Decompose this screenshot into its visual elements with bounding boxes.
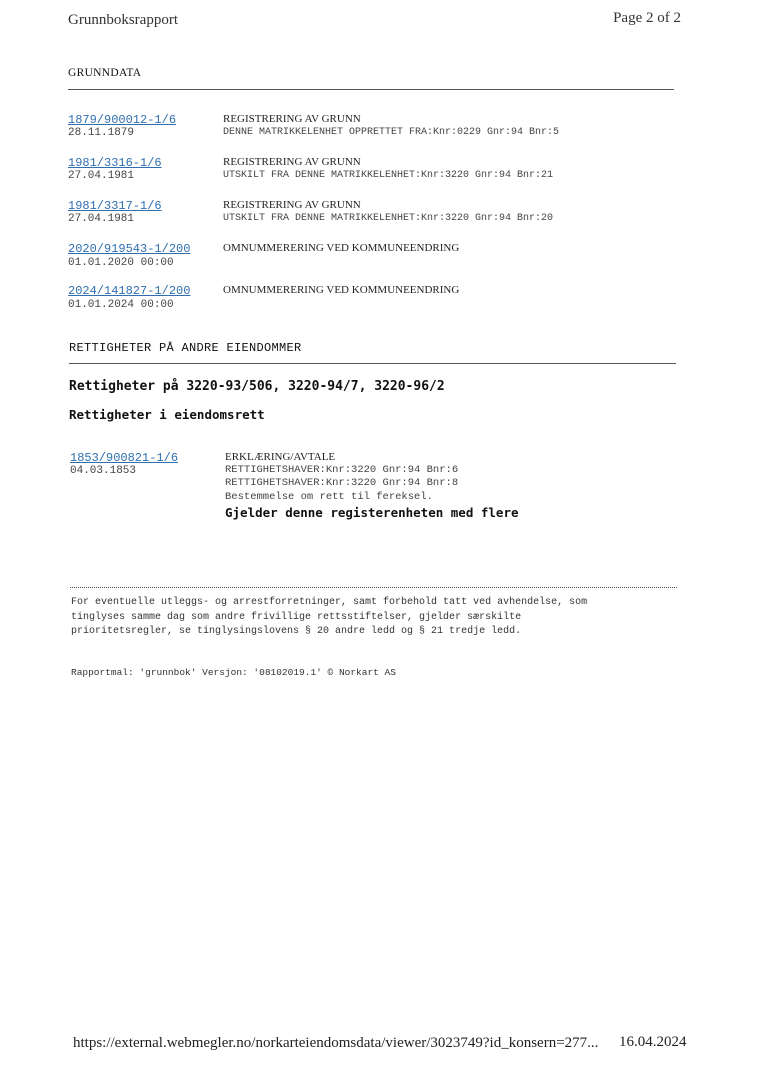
disclaimer-line: tinglyses samme dag som andre frivillige rettsstiftelser, gjelder særskilte	[71, 611, 522, 623]
report-title: Grunnboksrapport	[68, 12, 178, 28]
entry-date: 27.04.1981	[68, 213, 135, 225]
source-url[interactable]: https://external.webmegler.no/norkarteiendomsdata/viewer/3023749?id_konsern=277...	[73, 1035, 599, 1051]
entry-type: REGISTRERING AV GRUNN	[223, 113, 361, 125]
disclaimer-line: prioritetsregler, se tinglysingslovens § 20 andre ledd og § 21 tredje ledd.	[71, 626, 522, 637]
entry-date: 04.03.1853	[70, 465, 137, 477]
document-link[interactable]: 2020/919543-1/200	[68, 242, 191, 256]
print-date: 16.04.2024	[619, 1034, 687, 1050]
page-number: Page 2 of 2	[613, 10, 681, 26]
right-holder-line: RETTIGHETSHAVER:Knr:3220 Gnr:94 Bnr:6	[225, 464, 459, 476]
document-link[interactable]: 1981/3317-1/6	[68, 199, 162, 213]
document-link[interactable]: 1981/3316-1/6	[68, 156, 162, 170]
section-divider	[68, 89, 674, 90]
entry-date: 27.04.1981	[68, 170, 135, 182]
document-link[interactable]: 1853/900821-1/6	[70, 451, 179, 465]
entry-description: UTSKILT FRA DENNE MATRIKKELENHET:Knr:3220 Gnr:94 Bnr:21	[223, 170, 554, 181]
entry-description: DENNE MATRIKKELENHET OPPRETTET FRA:Knr:0229 Gnr:94 Bnr:5	[223, 127, 560, 138]
report-template-info: Rapportmal: 'grunnbok' Versjon: '08102019.1' © Norkart AS	[71, 667, 396, 678]
entry-date: 01.01.2024 00:00	[68, 299, 174, 311]
section-divider	[69, 363, 676, 364]
entry-type: OMNUMMERERING VED KOMMUNEENDRING	[223, 284, 460, 296]
right-holder-line: RETTIGHETSHAVER:Knr:3220 Gnr:94 Bnr:8	[225, 477, 459, 489]
entry-type: OMNUMMERERING VED KOMMUNEENDRING	[223, 242, 460, 254]
provision-line: Bestemmelse om rett til fereksel.	[225, 491, 433, 503]
rights-on-properties: Rettigheter på 3220-93/506, 3220-94/7, 3220-96/2	[69, 379, 445, 394]
rights-in-ownership: Rettigheter i eiendomsrett	[69, 407, 265, 422]
entry-type: ERKLÆRING/AVTALE	[225, 451, 336, 463]
disclaimer-line: For eventuelle utleggs- og arrestforretninger, samt forbehold tatt ved avhendelse, som	[71, 597, 588, 608]
entry-type: REGISTRERING AV GRUNN	[223, 199, 361, 211]
document-link[interactable]: 2024/141827-1/200	[68, 284, 191, 298]
applies-note: Gjelder denne registerenheten med flere	[225, 505, 519, 520]
entry-date: 28.11.1879	[68, 127, 135, 139]
section-title-grunndata: GRUNNDATA	[68, 67, 142, 79]
section-title-rights: RETTIGHETER PÅ ANDRE EIENDOMMER	[69, 341, 302, 355]
footnote-divider	[70, 587, 677, 588]
entry-date: 01.01.2020 00:00	[68, 257, 174, 269]
disclaimer	[71, 596, 587, 640]
document-link[interactable]: 1879/900012-1/6	[68, 113, 177, 127]
entry-type: REGISTRERING AV GRUNN	[223, 156, 361, 168]
entry-description: UTSKILT FRA DENNE MATRIKKELENHET:Knr:3220 Gnr:94 Bnr:20	[223, 213, 554, 224]
